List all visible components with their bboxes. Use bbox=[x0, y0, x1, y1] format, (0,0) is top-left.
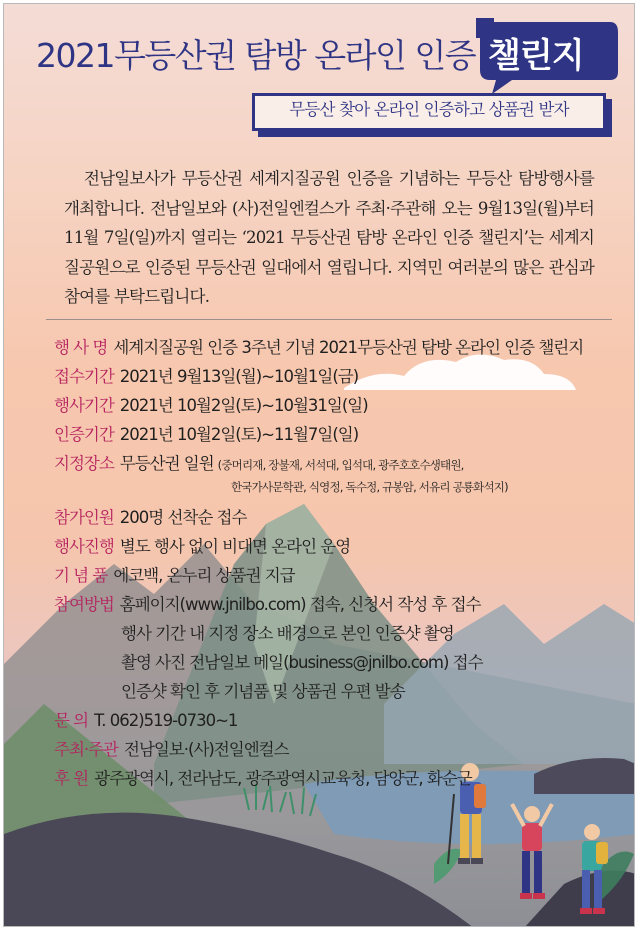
detail-label: 접수기간 bbox=[54, 367, 114, 386]
detail-sponsor bbox=[54, 765, 614, 794]
location-list-1: (중머리재, 장불재, 서석대, 입석대, 광주호호수생태원, bbox=[217, 458, 464, 472]
detail-method-step bbox=[54, 649, 614, 678]
method-step: 행사 기간 내 지정 장소 배경으로 본인 인증샷 촬영 bbox=[121, 624, 454, 643]
event-poster bbox=[3, 3, 635, 927]
detail-value: 광주광역시, 전라남도, 광주광역시교육청, 담양군, 화순군 bbox=[94, 769, 472, 788]
detail-event-name bbox=[54, 334, 614, 363]
location-list-2: 한국가사문학관, 식영정, 독수정, 규봉암, 서유리 공룡화석지) bbox=[231, 480, 508, 494]
detail-label: 지정장소 bbox=[54, 454, 114, 473]
detail-value: 200명 선착순 접수 bbox=[119, 508, 247, 527]
detail-event-period bbox=[54, 392, 614, 421]
subtitle: 무등산 찾아 온라인 인증하고 상품권 받자 bbox=[289, 100, 569, 119]
detail-value: 2021년 10월2일(토)~10월31일(일) bbox=[119, 396, 368, 415]
detail-value: 전남일보·(사)전일엔컬스 bbox=[124, 740, 289, 759]
event-details bbox=[54, 334, 614, 794]
detail-label: 행 사 명 bbox=[54, 338, 108, 357]
detail-value: 2021년 9월13일(월)~10월1일(금) bbox=[119, 367, 359, 386]
detail-label: 행사진행 bbox=[54, 537, 114, 556]
detail-method-step bbox=[54, 678, 614, 707]
intro-paragraph: 전남일보사가 무등산권 세계지질공원 인증을 기념하는 무등산 탐방행사를 개최합니다. 전남일보와 (사)전일엔컬스가 주최·주관해 오는 9월13일(월)부터 11월 7일(일)까지 열리는 ‘2021 무등산권 탐방 온라인 인증 챌린지’는 세계지질공원으로 인증된 무등산권 일대에서 열립니다. 지역민 여러분의 많은 관심과 참여를 부탁드립니다. bbox=[64, 169, 594, 306]
detail-value: 세계지질공원 인증 3주년 기념 2021무등산권 탐방 온라인 인증 챌린지 bbox=[113, 338, 584, 357]
detail-value: 별도 행사 없이 비대면 온라인 운영 bbox=[119, 537, 351, 556]
method-step: 촬영 사진 전남일보 메일(business@jnilbo.com) 접수 bbox=[121, 653, 483, 672]
detail-label: 참여방법 bbox=[54, 595, 114, 614]
detail-cert-period bbox=[54, 421, 614, 450]
detail-value: 에코백, 온누리 상품권 지급 bbox=[113, 566, 295, 585]
poster-title: 2021무등산권 탐방 온라인 인증 bbox=[36, 36, 476, 75]
detail-host bbox=[54, 736, 614, 765]
detail-registration bbox=[54, 363, 614, 392]
method-step: 인증샷 확인 후 기념품 및 상품권 우편 발송 bbox=[121, 682, 405, 701]
detail-locations-continued bbox=[54, 479, 614, 504]
method-step: 홈페이지(www.jnilbo.com) 접속, 신청서 작성 후 접수 bbox=[119, 595, 481, 614]
detail-label: 기 념 품 bbox=[54, 566, 108, 585]
detail-method-step bbox=[54, 620, 614, 649]
divider bbox=[46, 319, 612, 320]
detail-souvenir bbox=[54, 562, 614, 591]
detail-label: 후 원 bbox=[54, 769, 89, 788]
detail-label: 주최·주관 bbox=[54, 740, 119, 759]
detail-value: T. 062)519-0730~1 bbox=[94, 711, 238, 730]
detail-label: 인증기간 bbox=[54, 425, 114, 444]
detail-locations bbox=[54, 450, 614, 479]
challenge-badge-text: 챌린지 bbox=[488, 36, 584, 76]
detail-label: 행사기간 bbox=[54, 396, 114, 415]
detail-method bbox=[54, 591, 614, 620]
detail-value: 2021년 10월2일(토)~11월7일(일) bbox=[119, 425, 359, 444]
detail-progress bbox=[54, 533, 614, 562]
detail-label: 참가인원 bbox=[54, 508, 114, 527]
detail-inquiry bbox=[54, 707, 614, 736]
detail-participants bbox=[54, 504, 614, 533]
detail-value: 무등산권 일원 bbox=[119, 454, 214, 473]
detail-label: 문 의 bbox=[54, 711, 89, 730]
